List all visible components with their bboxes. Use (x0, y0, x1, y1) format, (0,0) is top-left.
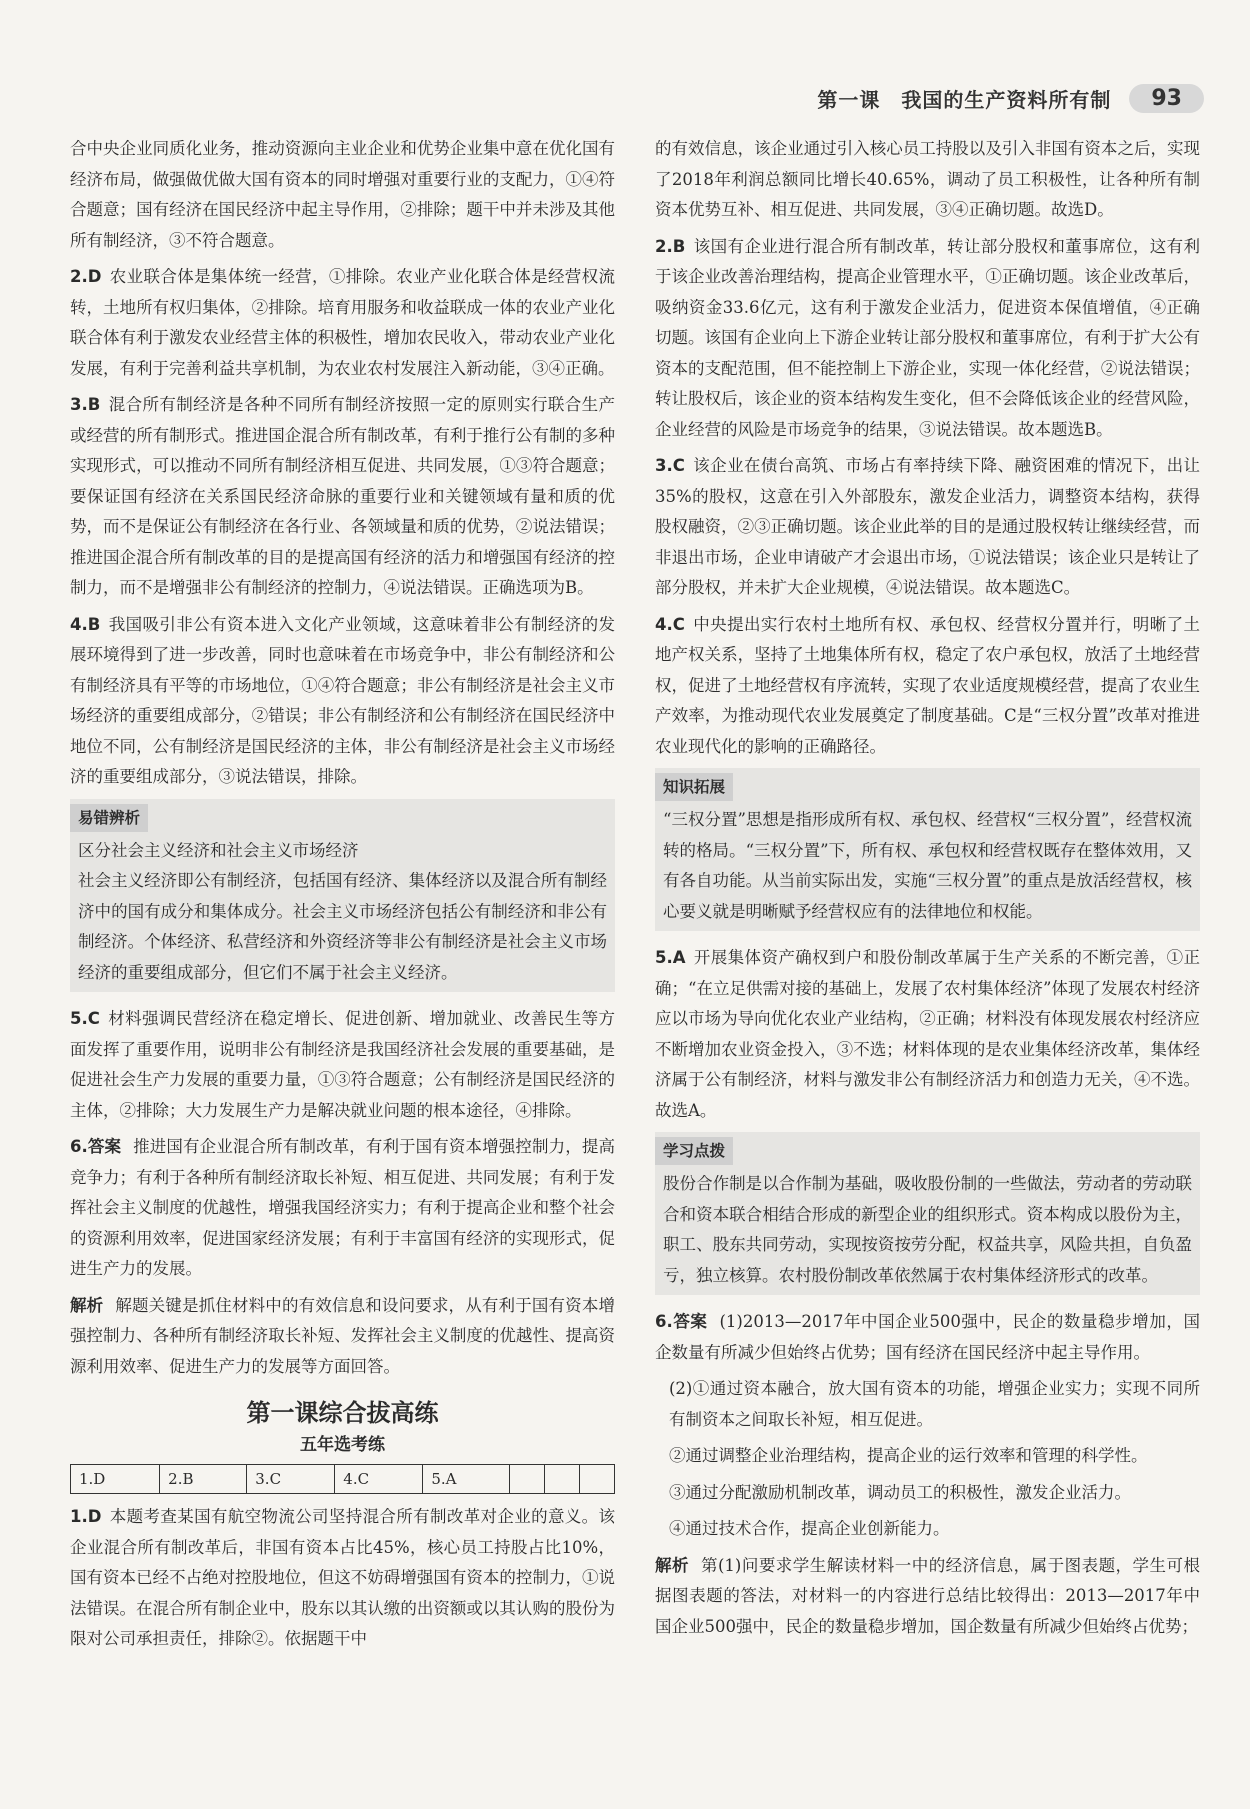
analysis-text: 第(1)问要求学生解读材料一中的经济信息，属于图表题，学生可根据图表题的答法，对材料一的内容进行总结比较得出：2013—2017年中国企业500强中，民企的数量稳步增加，国企数量有所减少但始终占优势； (655, 1555, 1201, 1636)
box-text: “三权分置”思想是指形成所有权、承包权、经营权“三权分置”，经营权流转的格局。“三权分置”下，所有权、承包权和经营权既存在整体效用，又有各自功能。从当前实际出发，实施“三权分置”的重点是放活经营权，核心要义就是明晰赋予经营权应有的法律地位和权能。 (663, 810, 1192, 921)
answer-number: 3.C (655, 456, 685, 475)
table-cell: 2.B (160, 1465, 247, 1494)
answer-item-5 (655, 943, 1200, 1126)
answer-text: 材料强调民营经济在稳定增长、促进创新、增加就业、改善民生等方面发挥了重要作用，说明非公有制经济是我国经济社会发展的重要基础，是促进社会生产力发展的重要力量，①③符合题意；公有制经济是国民经济的主体，②排除；大力发展生产力是解决就业问题的根本途径，④排除。 (70, 1009, 615, 1120)
table-cell: 4.C (335, 1465, 423, 1494)
left-intro: 合中央企业同质化业务，推动资源向主业企业和优势企业集中意在优化国有经济布局，做强做优做大国有资本的同时增强对重要行业的支配力，①④符合题意；国有经济在国民经济中起主导作用，②排除；题干中并未涉及其他所有制经济，③不符合题意。 (70, 139, 615, 250)
answer-tag: 6.答案 (70, 1137, 122, 1156)
table-cell: 1.D (71, 1465, 160, 1494)
answer-item-2 (655, 232, 1200, 446)
error-analysis-box (70, 799, 615, 993)
table-cell: 5.A (423, 1465, 510, 1494)
table-cell (510, 1465, 545, 1494)
answer-text: 本题考查某国有航空物流公司坚持混合所有制改革对企业的意义。该企业混合所有制改革后，非国有资本占比45%，核心员工持股占比10%，国有资本已经不占绝对控股地位，但这不妨碍增强国有资本的控制力，①说法错误。在混合所有制企业中，股东以其认缴的出资额或以其认购的股份为限对公司承担责任，排除②。依据题干中 (70, 1507, 615, 1648)
analysis-tag: 解析 (655, 1555, 689, 1575)
answer-text: 开展集体资产确权到户和股份制改革属于生产关系的不断完善，①正确；“在立足供需对接的基础上，发展了农村集体经济”体现了发展农村经济应以市场为导向优化农业产业结构，②正确；材料没有体现发展农村经济应不断增加农业资金投入，③不选；材料体现的是农业集体经济改革，集体经济属于公有制经济，材料与激发非公有制经济活力和创造力无关，④不选。故选A。 (655, 948, 1200, 1120)
answer-text: 推进国有企业混合所有制改革，有利于国有资本增强控制力，提高竞争力；有利于各种所有制经济取长补短、相互促进、共同发展；有利于发挥社会主义制度的优越性，增强我国经济实力；有利于提高企业和整个社会的资源利用效率，促进国家经济发展；有利于丰富国有经济的实现形式，促进生产力的发展。 (70, 1137, 616, 1278)
box-text: 社会主义经济即公有制经济，包括国有经济、集体经济以及混合所有制经济中的国有成分和集体成分。社会主义市场经济包括公有制经济和非公有制经济。个体经济、私营经济和外资经济等非公有制经济是社会主义市场经济的重要组成部分，但它们不属于社会主义经济。 (78, 871, 607, 982)
answer-item-3 (655, 451, 1200, 604)
answer-table (70, 1464, 615, 1494)
analysis (70, 1291, 615, 1383)
section-title: 第一课综合拔高练 (246, 1399, 439, 1427)
answer-item-6 (655, 1307, 1200, 1368)
answer-text: 该国有企业进行混合所有制改革，转让部分股权和董事席位，这有利于该企业改善治理结构，提高企业管理水平，①正确切题。该企业改革后，吸纳资金33.6亿元，这有利于激发企业活力，促进资本保值增值，④正确切题。该国有企业向上下游企业转让部分股权和董事席位，有利于扩大公有资本的支配范围，但不能控制上下游企业，实现一体化经营，②说法错误；转让股权后，该企业的资本结构发生变化，但不会降低该企业的经营风险，企业经营的风险是市场竞争的结果，③说法错误。故本题选B。 (655, 236, 1200, 439)
answer-part: ②通过调整企业治理结构，提高企业的运行效率和管理的科学性。 (669, 1446, 1148, 1465)
box-subhead: 区分社会主义经济和社会主义市场经济 (78, 840, 359, 860)
answer-item-5 (70, 1004, 615, 1126)
answer-item-3 (70, 390, 615, 604)
answer-text: 该企业在债台高筑、市场占有率持续下降、融资困难的情况下，出让35%的股权，这意在引入外部股东，激发企业活力，调整资本结构，获得股权融资，②③正确切题。该企业此举的目的是通过股权转让继续经营，而非退出市场，企业申请破产才会退出市场，①说法错误；该企业只是转让了部分股权，并未扩大企业规模，④说法错误。故本题选C。 (655, 456, 1200, 597)
analysis-tag: 解析 (70, 1295, 104, 1315)
answer-item-1b (70, 1502, 615, 1655)
chapter-title: 第一课 我国的生产资料所有制 (817, 87, 1112, 112)
page-number: 93 (1129, 84, 1204, 113)
table-cell (579, 1465, 614, 1494)
answer-text: (1)2013—2017年中国企业500强中，民企的数量稳步增加，国企数量有所减少但始终占优势；国有经济在国民经济中起主导作用。 (655, 1312, 1200, 1362)
analysis (655, 1551, 1200, 1643)
answer-item-6 (70, 1132, 615, 1285)
answer-number: 2.B (655, 236, 686, 256)
box-tag: 学习点拨 (655, 1137, 733, 1165)
analysis-text: 解题关键是抓住材料中的有效信息和设问要求，从有利于国有资本增强控制力、各种所有制经济取长补短、发挥社会主义制度的优越性、提高资源利用效率、促进生产力的发展等方面回答。 (70, 1295, 616, 1376)
box-text: 股份合作制是以合作制为基础，吸收股份制的一些做法，劳动者的劳动联合和资本联合相结合形成的新型企业的组织形式。资本构成以股份为主，职工、股东共同劳动，实现按资按劳分配，权益共享，风险共担，自负盈亏，独立核算。农村股份制改革依然属于农村集体经济形式的改革。 (663, 1174, 1192, 1285)
table-cell (545, 1465, 580, 1494)
answer-text: 中央提出实行农村土地所有权、承包权、经营权分置并行，明晰了土地产权关系，坚持了土地集体所有权，稳定了农户承包权，放活了土地经营权，促进了土地经营权有序流转，实现了农业适度规模经营，提高了农业生产效率，为推动现代农业发展奠定了制度基础。C是“三权分置”改革对推进农业现代化的影响的正确路径。 (655, 614, 1200, 756)
answer-text: 农业联合体是集体统一经营，①排除。农业产业化联合体是经营权流转，土地所有权归集体，②排除。培育用服务和收益联成一体的农业产业化联合体有利于激发农业经营主体的积极性，增加农民收入，带动农业产业化发展，有利于完善利益共享机制，为农业农村发展注入新动能，③④正确。 (70, 267, 615, 378)
answer-number: 4.C (655, 614, 685, 634)
answer-number: 1.D (70, 1507, 102, 1526)
answer-number: 4.B (70, 614, 101, 634)
page-header (600, 78, 1204, 118)
answer-item-4 (655, 610, 1200, 763)
answer-part: ③通过分配激励机制改革，调动员工的积极性，激发企业活力。 (669, 1482, 1131, 1502)
right-column (655, 134, 1200, 1648)
answer-text: 我国吸引非公有资本进入文化产业领域，这意味着非公有制经济的发展环境得到了进一步改善，同时也意味着在市场竞争中，非公有制经济和公有制经济具有平等的市场地位，①④符合题意；非公有制经济是社会主义市场经济的重要组成部分，②错误；非公有制经济和公有制经济在国民经济中地位不同，公有制经济是国民经济的主体，非公有制经济是社会主义市场经济的重要组成部分，③说法错误，排除。 (70, 614, 615, 786)
right-intro: 的有效信息，该企业通过引入核心员工持股以及引入非国有资本之后，实现了2018年利润总额同比增长40.65%，调动了员工积极性，让各种所有制资本优势互补、相互促进、共同发展，③④正确切题。故选D。 (655, 139, 1200, 219)
answer-number: 3.B (70, 395, 101, 414)
table-cell: 3.C (247, 1465, 335, 1494)
box-tag: 易错辨析 (70, 804, 148, 832)
answer-part: ④通过技术合作，提高企业创新能力。 (669, 1519, 950, 1538)
answer-text: 混合所有制经济是各种不同所有制经济按照一定的原则实行联合生产或经营的所有制形式。推进国企混合所有制改革，有利于推行公有制的多种实现形式，可以推动不同所有制经济相互促进、共同发展，①③符合题意；要保证国有经济在关系国民经济命脉的重要行业和关键领域有量和质的优势，而不是保证公有制经济在各行业、各领域量和质的优势，②说法错误；推进国企混合所有制改革的目的是提高国有经济的活力和增强国有经济的控制力，而不是增强非公有制经济的控制力，④说法错误。正确选项为B。 (70, 395, 615, 597)
left-column (70, 134, 615, 1661)
answer-number: 5.C (70, 1009, 100, 1028)
knowledge-box (655, 768, 1200, 931)
answer-item-4 (70, 610, 615, 793)
answer-tag: 6.答案 (655, 1312, 708, 1331)
answer-item-2 (70, 262, 615, 384)
section-subtitle: 五年选考练 (300, 1435, 385, 1455)
answer-number: 5.A (655, 948, 686, 967)
study-tips-box (655, 1132, 1200, 1295)
box-tag: 知识拓展 (655, 773, 733, 801)
answer-number: 2.D (70, 267, 102, 286)
answer-part: (2)①通过资本融合，放大国有资本的功能，增强企业实力；实现不同所有制资本之间取长补短，相互促进。 (669, 1379, 1200, 1429)
table-row (71, 1465, 615, 1494)
